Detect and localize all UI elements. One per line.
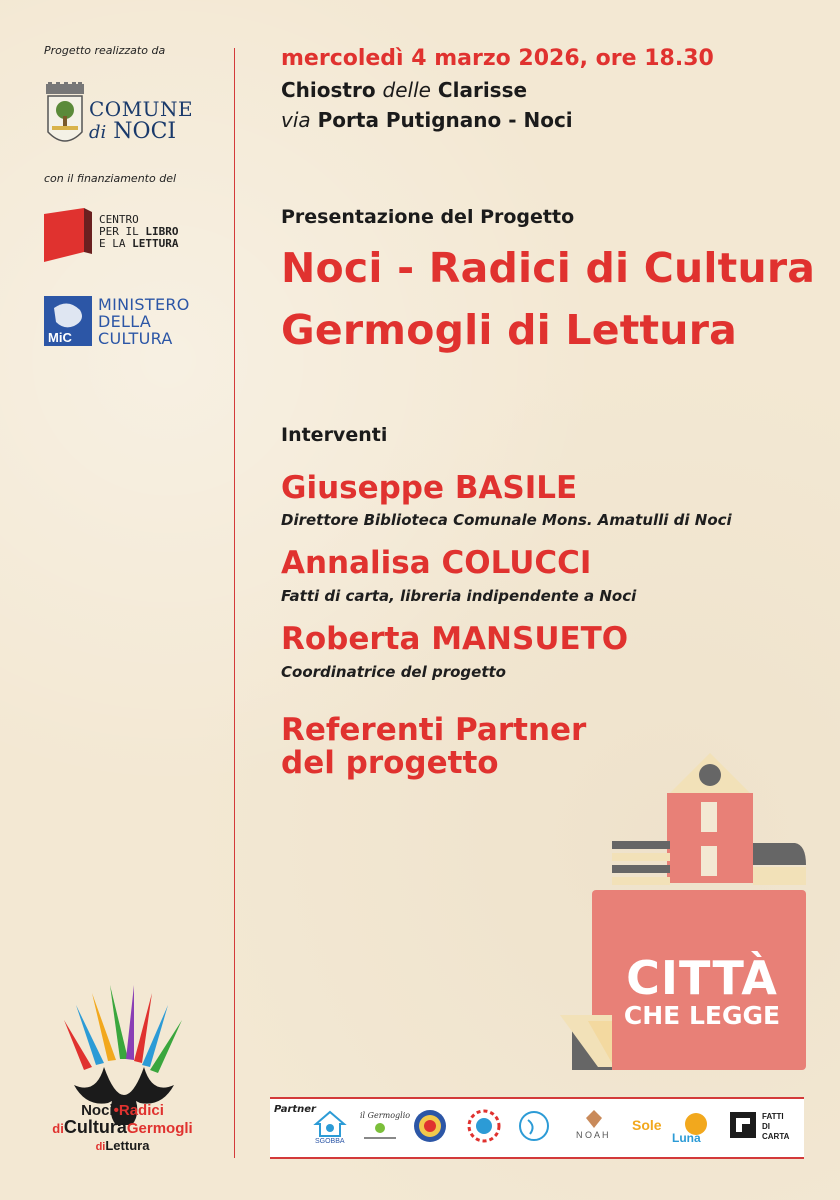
comune-line1: COMUNE <box>89 97 194 121</box>
mic-badge-text: MiC <box>48 330 72 345</box>
sgobba-logo <box>312 1108 348 1144</box>
comune-crest-icon <box>44 82 86 152</box>
mic-badge-icon <box>44 296 92 346</box>
svg-text:SGOBBA: SGOBBA <box>315 1138 345 1145</box>
cepell-line2a: PER IL <box>99 225 146 238</box>
speaker-role: Direttore Biblioteca Comunale Mons. Amatulli di Noci <box>281 511 732 529</box>
citta-line1: CITTÀ <box>626 951 778 1005</box>
project-logo-w2: Radici <box>118 1102 164 1119</box>
cepell-line1: CENTRO <box>99 213 139 226</box>
cepell-logo <box>44 208 194 264</box>
svg-text:CARTA: CARTA <box>762 1132 790 1141</box>
project-intro: Presentazione del Progetto <box>281 206 575 228</box>
svg-text:FATTI: FATTI <box>762 1112 784 1121</box>
mic-logo <box>44 296 204 348</box>
svg-text:DI: DI <box>762 1122 770 1131</box>
project-logo-w4: Cultura <box>63 1117 127 1137</box>
project-logo-w7: Lettura <box>105 1138 150 1153</box>
realizzato-label: Progetto realizzato da <box>44 44 166 57</box>
sole-luna-logo <box>630 1108 714 1144</box>
project-logo-w5: Germogli <box>126 1120 193 1137</box>
speaker-name: Annalisa COLUCCI <box>281 545 592 581</box>
svg-text:Sole: Sole <box>632 1117 662 1133</box>
event-venue: Chiostro delle Clarisse <box>281 78 528 102</box>
referenti-heading: Referenti Partner del progetto <box>281 712 587 781</box>
cepell-line3b: LETTURA <box>132 237 179 250</box>
project-logo-text: Noci•Radici diCulturaGermogli diLettura <box>52 1102 193 1153</box>
mic-line2: DELLA <box>98 312 152 331</box>
finanziamento-label: con il finanziamento del <box>44 172 177 185</box>
comune-line2: NOCI <box>113 119 177 144</box>
fatti-di-carta-logo <box>728 1108 800 1144</box>
partner-seal-icon <box>412 1108 448 1144</box>
mic-line1: MINISTERO <box>98 295 190 314</box>
speaker-name: Giuseppe BASILE <box>281 470 578 506</box>
partner-ring-icon <box>466 1108 502 1144</box>
project-logo-w3: di <box>52 1121 64 1136</box>
speaker-role: Coordinatrice del progetto <box>281 663 506 681</box>
mic-line3: CULTURA <box>98 329 173 348</box>
speaker-name: Roberta MANSUETO <box>281 621 629 657</box>
comune-logo <box>44 82 194 152</box>
event-date: mercoledì 4 marzo 2026, ore 18.30 <box>281 46 714 71</box>
svg-text:il Germoglio: il Germoglio <box>360 1111 411 1120</box>
vertical-divider <box>234 48 235 1158</box>
event-address: via Porta Putignano - Noci <box>281 108 573 132</box>
cepell-line2b: LIBRO <box>145 225 179 238</box>
citta-che-legge-text <box>612 951 792 1030</box>
ets-logo <box>518 1108 562 1144</box>
svg-text:N O A H: N O A H <box>576 1130 609 1140</box>
interventi-heading: Interventi <box>281 424 388 446</box>
speaker-role: Fatti di carta, libreria indipendente a Noci <box>281 587 637 605</box>
project-title-line2: Germogli di Lettura <box>281 306 737 354</box>
partner-label: Partner <box>274 1104 316 1115</box>
citta-line2: CHE LEGGE <box>623 1001 781 1030</box>
germoglio-logo <box>358 1108 411 1144</box>
svg-text:Luna: Luna <box>672 1131 701 1145</box>
project-logo-w1: Noci <box>81 1102 114 1119</box>
project-title-line1: Noci - Radici di Cultura <box>281 244 816 292</box>
project-logo-w6: di <box>95 1141 106 1153</box>
book-icon <box>44 208 94 264</box>
comune-di: di <box>89 122 107 143</box>
noah-logo <box>572 1108 616 1144</box>
cepell-line3a: E LA <box>99 237 133 250</box>
